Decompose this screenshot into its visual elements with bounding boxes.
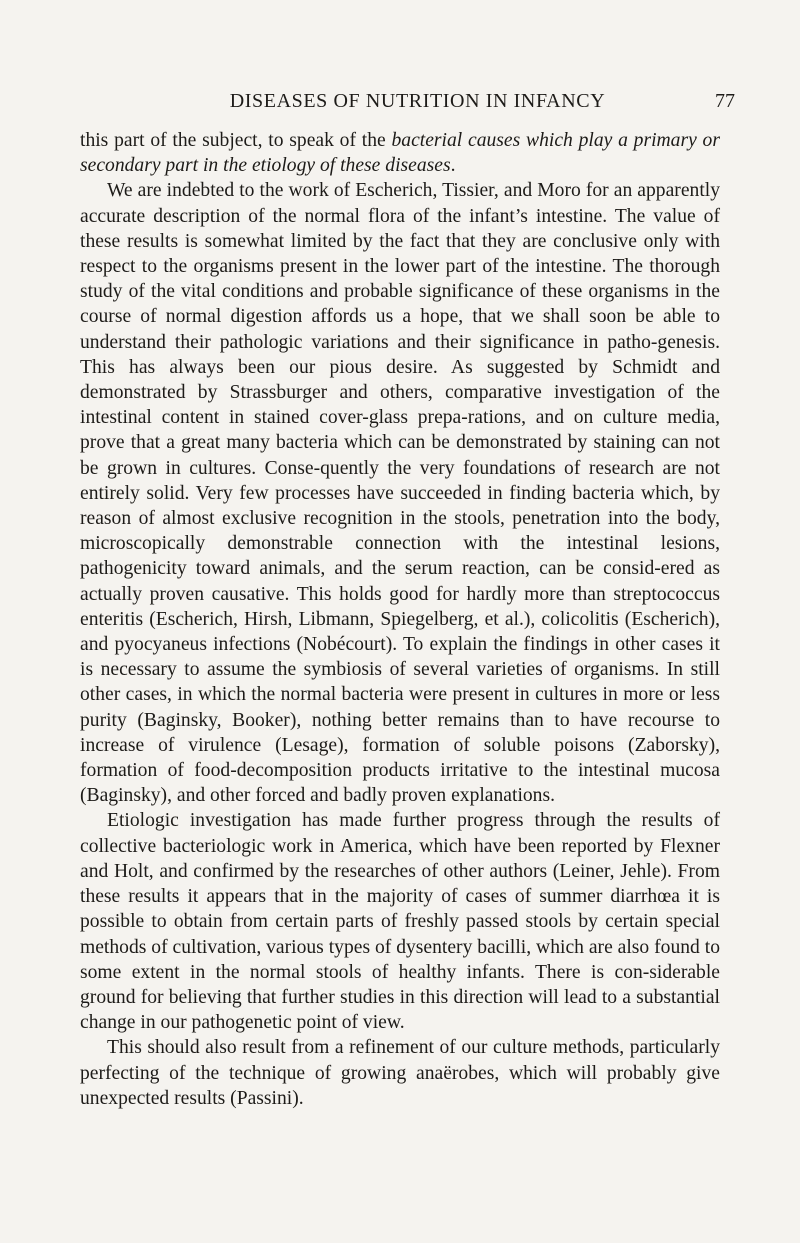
paragraph-normal-flora: We are indebted to the work of Escherich, Tissier, and Moro for an apparently accurate description of the normal flora of the infant’s intestine. The value of these results is somewhat limited by the fact that they are conclusive only with respect to the organisms present in the lower part of the intestine. The thorough study of the vital conditions and probable significance of these organisms in the course of normal digestion affords us a hope, that we shall soon be able to understand their pathologic variations and their significance in patho-genesis. This has always been our pious desire. As suggested by Schmidt and demonstrated by Strassburger and others, comparative investigation of the intestinal content in stained cover-glass prepa-rations, and on culture media, prove that a great many bacteria which can be demonstrated by staining can not be grown in cultures. Conse-quently the very foundations of research are not entirely solid. Very few processes have succeeded in finding bacteria which, by reason of almost exclusive recognition in the stools, penetration into the body, microscopically demonstrable connection with the intestinal lesions, pathogenicity toward animals, and the serum reaction, can be consid-ered as actually proven causative. This holds good for hardly more than streptococcus enteritis (Escherich, Hirsh, Libmann, Spiegelberg, et al.), colicolitis (Escherich), and pyocyaneus infections (Nobécourt). To explain the findings in other cases it is necessary to assume the symbiosis of several varieties of organisms. In still other cases, in which the normal bacteria were present in cultures in more or less purity (Baginsky, Booker), nothing better remains than to have recourse to increase of virulence (Lesage), formation of soluble poisons (Zaborsky), formation of food-decomposition products irritative to the intestinal mucosa (Baginsky), and other forced and badly proven explanations. (80, 180, 720, 807)
page-number: 77 (715, 90, 735, 112)
paragraph-culture-methods: This should also result from a refinement of our culture methods, particularly perfecting of the technique of growing anaërobes, which will probably give unexpected results (Passini). (80, 1037, 720, 1109)
intro-paragraph (80, 128, 720, 178)
running-head (80, 90, 735, 114)
intro-italic-text: bacterial causes which play a primary or secondary part in the etiology of these diseases (80, 130, 720, 177)
running-title: DISEASES OF NUTRITION IN INFANCY (229, 90, 606, 112)
paragraph-etiologic-investigation: Etiologic investigation has made further progress through the results of collective bacteriologic work in America, which have been reported by Flexner and Holt, and confirmed by the researches of other authors (Leiner, Jehle). From these results it appears that in the majority of cases of summer diarrhœa it is possible to obtain from certain parts of freshly passed stools by certain special methods of cultivation, various types of dysentery bacilli, which are also found to some extent in the normal stools of healthy infants. There is con-siderable ground for believing that further studies in this direction will lead to a substantial change in our pathogenetic point of view. (80, 810, 720, 1034)
intro-lead-text: this part of the subject, to speak of the (80, 130, 392, 151)
intro-tail-text: . (450, 155, 456, 177)
body-text (80, 128, 720, 1111)
